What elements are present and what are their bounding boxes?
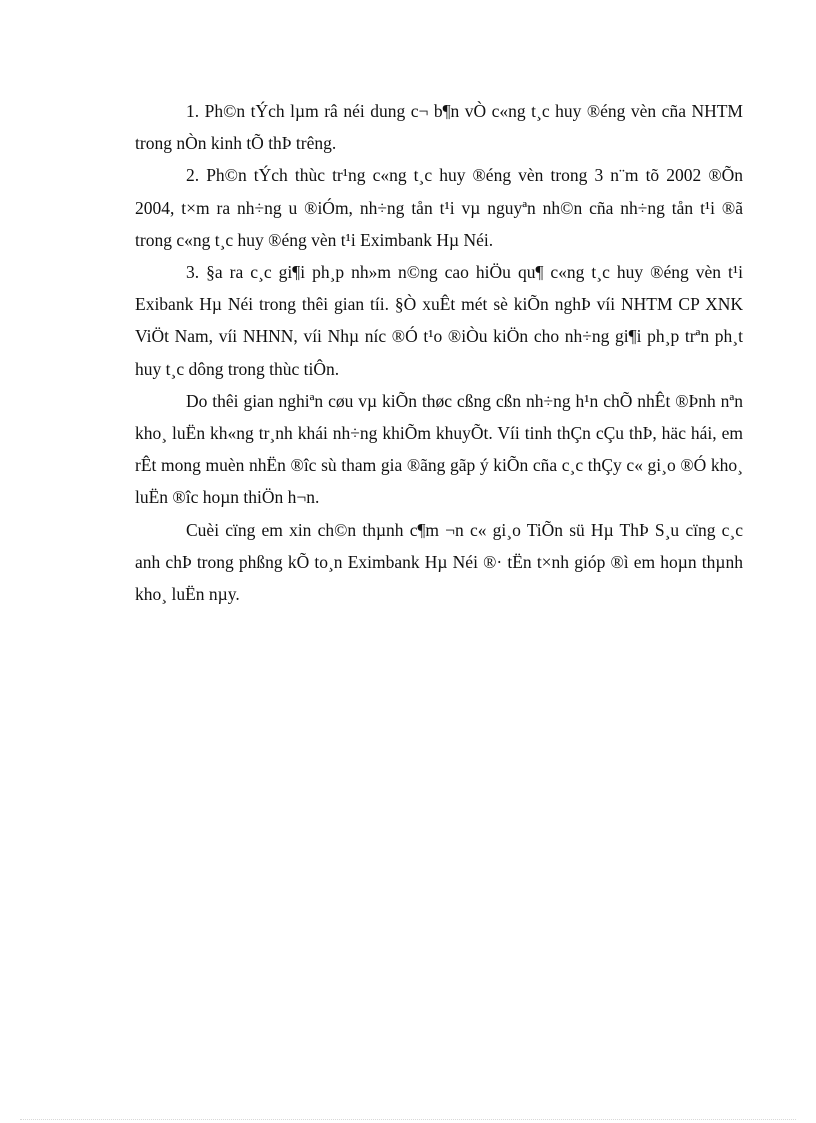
paragraph-objective-3: 3. §a ra c¸c gi¶i ph¸p nh»m n©ng cao hiÖu qu¶ c«ng t¸c huy ®éng vèn t¹i Exibank Hµ Néi trong thêi gian tíi. §Ò xuÊt mét sè kiÕn nghÞ víi NHTM CP XNK ViÖt Nam, víi NHNN, víi Nhµ níc ®Ó t¹o ®iÒu kiÖn cho nh÷ng gi¶i ph¸p trªn ph¸t huy t¸c dông trong thùc tiÔn. (135, 262, 743, 379)
page-bottom-divider (20, 1119, 796, 1120)
paragraph-limitations: Do thêi gian nghiªn cøu vµ kiÕn thøc cßng cßn nh÷ng h¹n chÕ nhÊt ®Þnh nªn kho¸ luËn kh«ng tr¸nh khái nh÷ng khiÕm khuyÕt. Víi tinh thÇn cÇu thÞ, häc hái, em rÊt mong muèn nhËn ®îc sù tham gia ®ãng gãp ý kiÕn cña c¸c thÇy c« gi¸o ®Ó kho¸ luËn ®îc hoµn thiÖn h¬n. (135, 390, 743, 508)
paragraph-acknowledgement: Cuèi cïng em xin ch©n thµnh c¶m ¬n c« gi¸o TiÕn sü Hµ ThÞ S¸u cïng c¸c anh chÞ trong phßng kÕ to¸n Eximbank Hµ Néi ®· tËn t×nh gióp ®ì em hoµn thµnh kho¸ luËn nµy. (135, 519, 743, 605)
paragraph-objective-1: 1. Ph©n tÝch lµm râ néi dung c¬ b¶n vÒ c«ng t¸c huy ®éng vèn cña NHTM trong nÒn kinh tÕ thÞ trêng. (135, 101, 743, 154)
paragraph-objective-2: 2. Ph©n tÝch thùc tr¹ng c«ng t¸c huy ®éng vèn trong 3 n¨m tõ 2002 ®Õn 2004, t×m ra nh÷ng u ®iÓm, nh÷ng tån t¹i vµ nguyªn nh©n cña nh÷ng tån t¹i ®ã trong c«ng t¸c huy ®éng vèn t¹i Eximbank Hµ Néi. (135, 165, 743, 250)
document-body (135, 95, 743, 610)
